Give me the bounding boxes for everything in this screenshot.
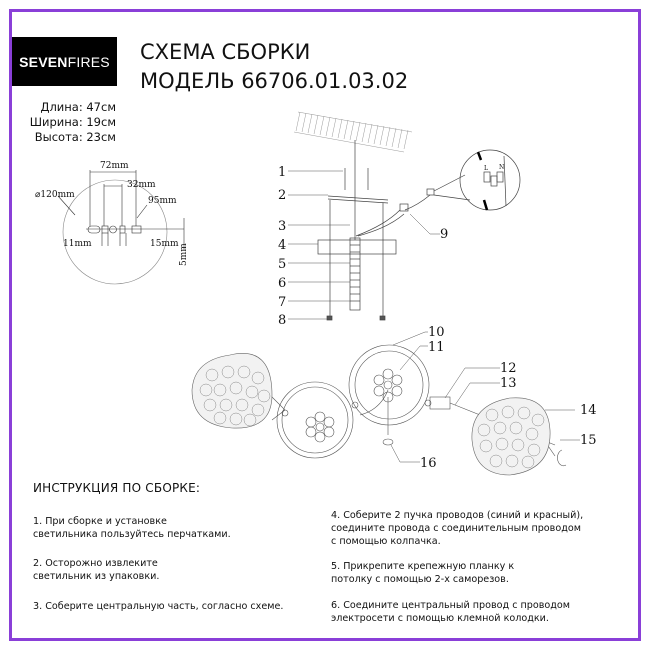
ceiling-hatch — [294, 112, 412, 152]
title-line-1: СХЕМА СБОРКИ — [140, 40, 311, 64]
central-assembly — [318, 140, 520, 320]
brand-bold: SEVEN — [19, 53, 68, 70]
dim-32: 32mm — [127, 180, 156, 190]
dim-95: 95mm — [148, 196, 177, 206]
leader-lines — [288, 171, 440, 319]
part-label-7: 7 — [278, 295, 287, 310]
wiring-labels — [484, 164, 504, 172]
part-label-4: 4 — [278, 238, 287, 253]
part-label-6: 6 — [278, 276, 287, 291]
svg-text:L: L — [484, 165, 488, 172]
brand-light: FIRES — [67, 53, 110, 70]
dim-72: 72mm — [100, 161, 129, 171]
part-label-15: 15 — [580, 433, 597, 448]
crystal-shade-left — [192, 353, 272, 428]
part-label-2: 2 — [278, 188, 287, 203]
dim-5: 5mm — [179, 243, 189, 266]
dim-height: Высота: 23см — [34, 130, 116, 144]
title-model: МОДЕЛЬ 66706.01.03.02 — [140, 69, 409, 93]
part-label-13: 13 — [500, 376, 517, 391]
part-label-9: 9 — [440, 227, 449, 242]
svg-text:N: N — [499, 164, 505, 171]
part-label-12: 12 — [500, 361, 517, 376]
dim-width: Ширина: 19см — [29, 115, 116, 129]
dim-120: ⌀120mm — [35, 190, 75, 200]
part-label-8: 8 — [278, 313, 287, 328]
part-label-10: 10 — [428, 325, 445, 340]
dim-15: 15mm — [150, 239, 179, 249]
part-labels-left — [278, 165, 448, 328]
dim-11: 11mm — [63, 239, 92, 249]
instruction-step-5: 5. Прикрепите крепежную планку к потолку с помощью 2-х саморезов. — [331, 561, 515, 585]
flower-left — [306, 412, 334, 442]
mount-plate-drawing — [58, 170, 184, 284]
dim-length: Длина: 47см — [40, 100, 116, 114]
instruction-step-3: 3. Соберите центральную часть, согласно схеме. — [33, 601, 284, 612]
instruction-step-4: 4. Соберите 2 пучка проводов (синий и красный), соедините провода с соединительным проводом с помощью колпачка. — [331, 510, 584, 547]
part-label-3: 3 — [278, 219, 287, 234]
part-label-14: 14 — [580, 403, 597, 418]
crystal-shade-right — [472, 398, 550, 475]
part-label-1: 1 — [278, 165, 287, 180]
part-label-5: 5 — [278, 257, 287, 272]
mount-plate-dimensions — [35, 161, 189, 266]
part-label-16: 16 — [420, 456, 437, 471]
instruction-step-6: 6. Соедините центральный провод с проводом электросети с помощью клемной колодки. — [331, 600, 571, 624]
instruction-step-2: 2. Осторожно извлеките светильник из упаковки. — [33, 558, 160, 582]
part-label-11: 11 — [428, 340, 445, 355]
instructions-heading: ИНСТРУКЦИЯ ПО СБОРКЕ: — [33, 481, 201, 495]
instruction-step-1: 1. При сборке и установке светильника пользуйтесь перчатками. — [33, 516, 231, 540]
